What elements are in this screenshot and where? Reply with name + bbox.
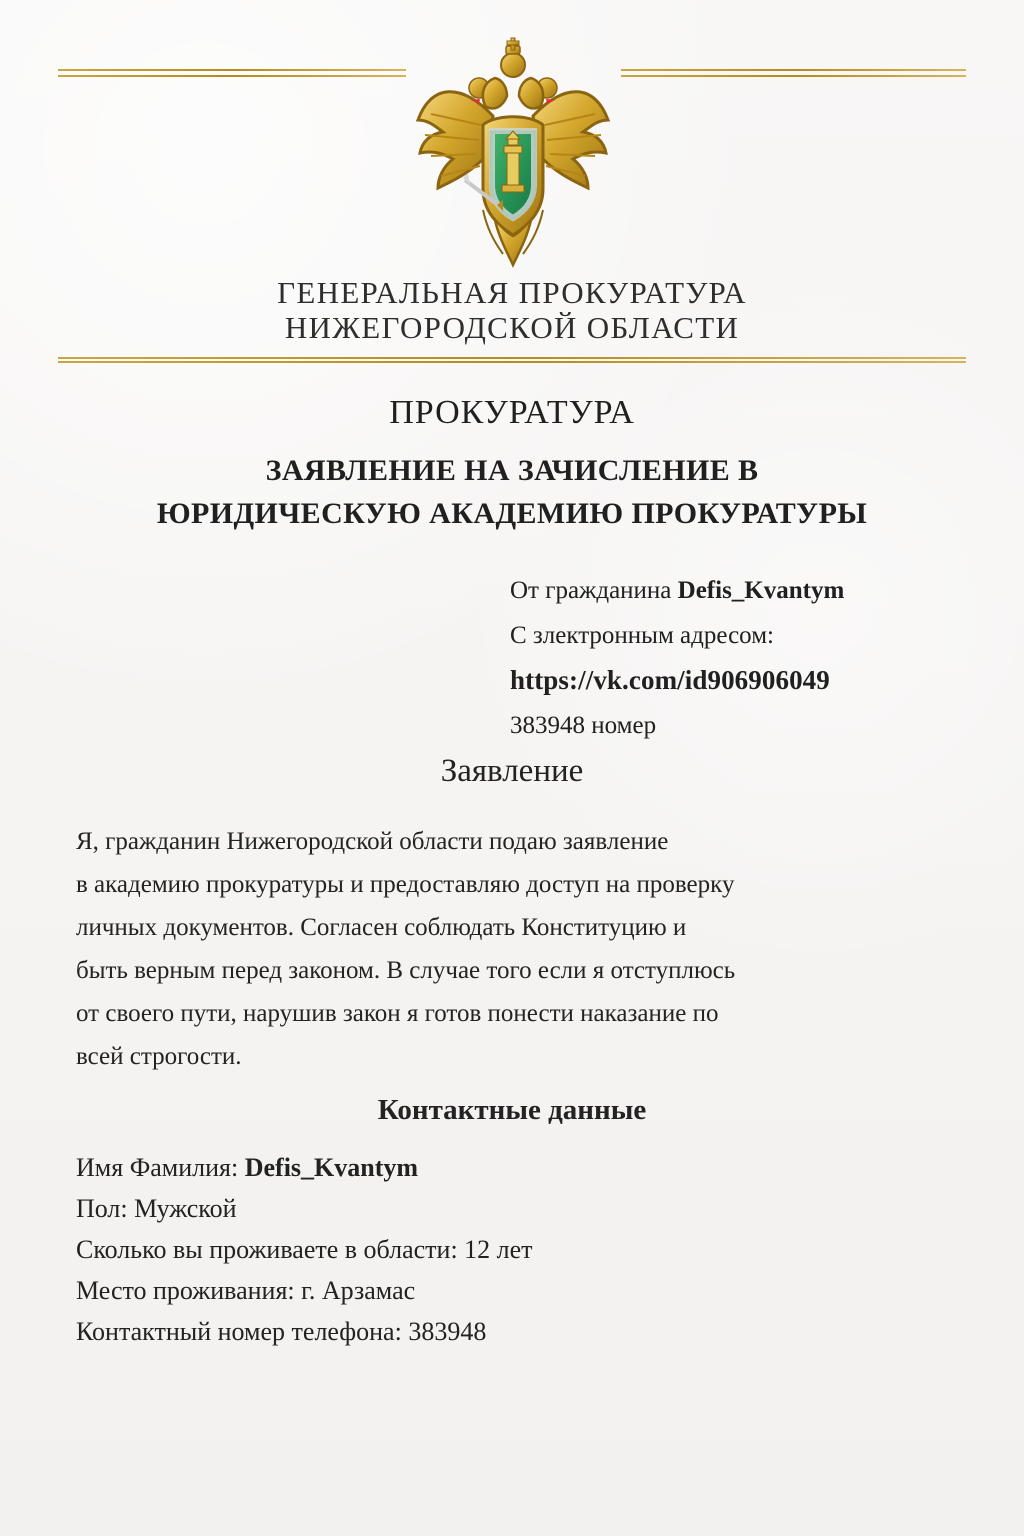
statement-title-line-1: ЗАЯВЛЕНИЕ НА ЗАЧИСЛЕНИЕ В	[265, 454, 759, 487]
double-headed-eagle-emblem-icon	[403, 30, 623, 270]
contact-name-row	[76, 1147, 946, 1188]
contacts-block	[76, 1147, 946, 1352]
contact-phone-value: 383948	[408, 1317, 487, 1346]
statement-body	[76, 820, 946, 1078]
statement-body-line: от своего пути, нарушив закон я готов понести наказание по	[76, 1000, 719, 1027]
sender-from-row	[510, 568, 950, 613]
statement-body-line: Я, гражданин Нижегородской области подаю заявление	[76, 828, 669, 855]
contact-phone-row	[76, 1311, 946, 1352]
sender-from-label: От гражданина	[510, 577, 672, 604]
contact-phone-label: Контактный номер телефона:	[76, 1317, 402, 1346]
sender-number-line: 383948 номер	[510, 712, 657, 739]
statement-body-line: всей строгости.	[76, 1043, 242, 1070]
sender-email-value: https://vk.com/id906906049	[510, 665, 830, 695]
sender-email-label: С злектронным адресом:	[510, 622, 774, 649]
contacts-title: Контактные данные	[377, 1094, 647, 1126]
contact-gender-value: Мужской	[134, 1194, 237, 1223]
top-right-gold-rule	[621, 69, 966, 77]
header-bottom-gold-rule	[58, 357, 966, 363]
contact-residence-duration-row	[76, 1229, 946, 1270]
contact-residence-duration-value: 12 лет	[464, 1235, 533, 1264]
contact-gender-label: Пол:	[76, 1194, 128, 1223]
statement-title-line-2: ЮРИДИЧЕСКУЮ АКАДЕМИЮ ПРОКУРАТУРЫ	[156, 497, 868, 530]
sender-from-value: Defis_Kvantym	[677, 577, 845, 604]
contact-residence-place-value: г. Арзамас	[301, 1276, 416, 1305]
contact-residence-place-label: Место проживания:	[76, 1276, 295, 1305]
organization-line-1: ГЕНЕРАЛЬНАЯ ПРОКУРАТУРА	[277, 275, 747, 310]
office-title: ПРОКУРАТУРА	[389, 394, 635, 431]
statement-body-line: в академию прокуратуры и предоставляю доступ на проверку	[76, 871, 735, 898]
statement-body-line: личных документов. Согласен соблюдать Конституцию и	[76, 914, 687, 941]
contact-name-value: Defis_Kvantym	[244, 1153, 419, 1182]
emblem-crown-group	[469, 38, 557, 98]
request-title: Заявление	[440, 753, 584, 789]
statement-body-line: быть верным перед законом. В случае того если я отступлюсь	[76, 957, 736, 984]
sender-block	[510, 568, 950, 748]
contact-residence-place-row	[76, 1270, 946, 1311]
contact-residence-duration-label: Сколько вы проживаете в области:	[76, 1235, 458, 1264]
contact-gender-row	[76, 1188, 946, 1229]
organization-line-2: НИЖЕГОРОДСКОЙ ОБЛАСТИ	[284, 310, 740, 345]
top-left-gold-rule	[58, 69, 406, 77]
contact-name-label: Имя Фамилия:	[76, 1153, 239, 1182]
